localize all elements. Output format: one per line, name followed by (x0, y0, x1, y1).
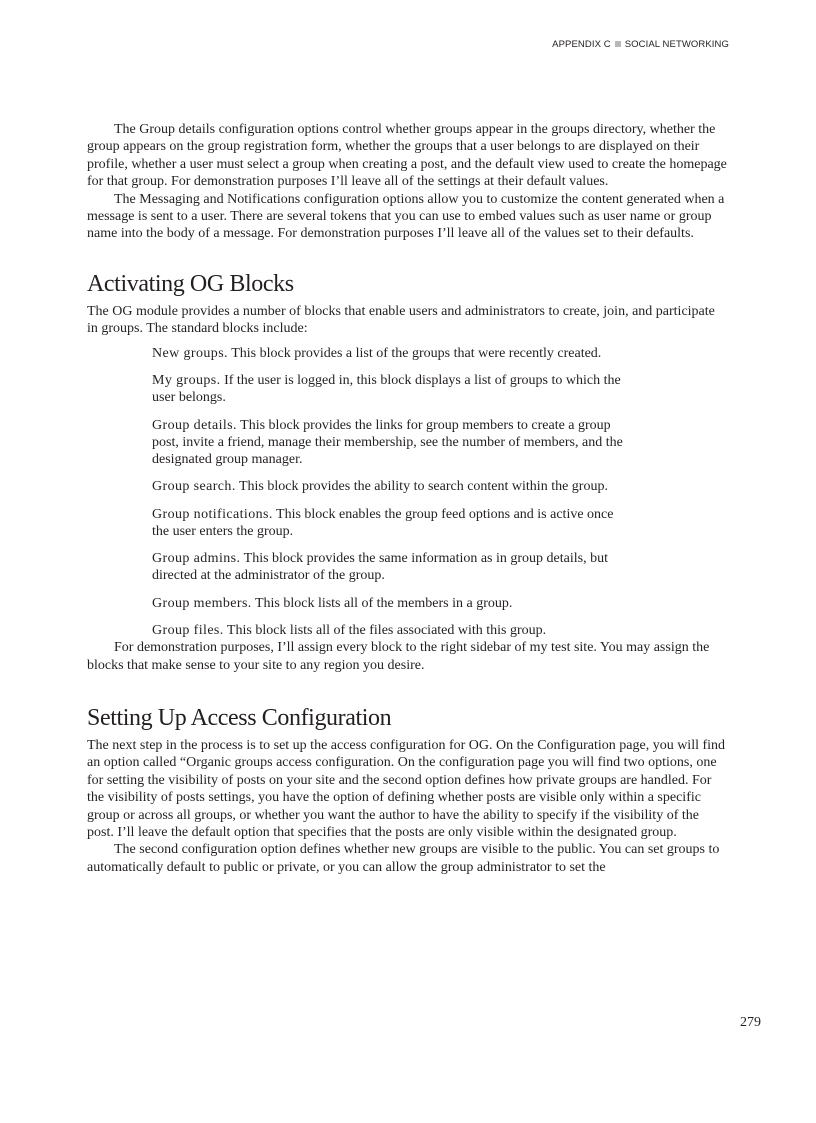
paragraph-group-details: The Group details configuration options control whether groups appear in the groups directory, whether the group appears on the group registration form, whether the groups that a user belongs to are displayed on their profile, whether a user must select a group when creating a post, and the default view used to create the homepage for that group. For demonstration purposes I’ll leave all of the settings at their default values. (87, 122, 727, 190)
list-item-term: New groups. (152, 345, 228, 361)
list-item-text: This block lists all of the members in a group. (251, 595, 513, 611)
paragraph-access-intro: The next step in the process is to set up the access configuration for OG. On the Configuration page, you will find an option called “Organic groups access configuration. On the configuration page you will find two options, one for setting the visibility of posts on your site and the second option defines how private groups are handled. For the visibility of posts settings, you have the option of defining whether posts are visible only within a specific group or across all groups, or whether you want the author to have the ability to specify if the visibility of the post. I’ll leave the default option that specifies that the posts are only visible within the designated group. (87, 737, 726, 840)
paragraph-block-assignment: For demonstration purposes, I’ll assign every block to the right sidebar of my test site. You may assign the blocks that make sense to your site to any region you desire. (87, 640, 710, 673)
block-list (87, 345, 632, 640)
list-item-term: My groups. (152, 373, 221, 389)
list-item-text: This block lists all of the files associated with this group. (223, 623, 547, 639)
list-item-text: This block provides the ability to search content within the group. (235, 479, 608, 495)
heading-access-configuration: Setting Up Access Configuration (87, 704, 392, 731)
list-item (152, 550, 632, 584)
list-item (152, 478, 632, 495)
separator-square-icon (615, 41, 621, 47)
list-item-text: If the user is logged in, this block displays a list of groups to which the user belongs. (152, 373, 621, 406)
list-item-text: This block provides the same information as in group details, but directed at the administrator of the group. (152, 551, 608, 584)
running-header-chapter: APPENDIX C (552, 39, 611, 50)
list-item (152, 372, 632, 406)
list-item-term: Group admins. (152, 551, 241, 567)
list-item-term: Group search. (152, 479, 236, 495)
heading-activating-og-blocks: Activating OG Blocks (87, 270, 294, 297)
list-item-text: This block provides the links for group members to create a group post, invite a friend, manage their membership, see the number of members, and the designated group manager. (152, 417, 623, 467)
paragraph-access-second-option: The second configuration option defines whether new groups are visible to the public. You can set groups to automatically default to public or private, or you can allow the group administrator to set the (87, 842, 720, 875)
list-item-text: This block enables the group feed options and is active once the user enters the group. (152, 506, 614, 539)
list-item (152, 622, 632, 639)
list-item (152, 595, 632, 612)
list-item-term: Group files. (152, 623, 224, 639)
page-body (87, 121, 729, 876)
paragraph-messaging: The Messaging and Notifications configuration options allow you to customize the content generated when a message is sent to a user. There are several tokens that you can use to embed values such as user name or group name into the body of a message. For demonstration purposes I’ll leave all of the values set to their defaults. (87, 191, 725, 242)
list-item (152, 417, 632, 468)
running-header (552, 39, 729, 50)
list-item (152, 506, 632, 540)
list-item-term: Group details. (152, 417, 237, 433)
page-number: 279 (740, 1015, 761, 1030)
list-item-text: This block provides a list of the groups that were recently created. (227, 345, 602, 361)
list-item-term: Group notifications. (152, 506, 273, 522)
list-item (152, 345, 632, 362)
list-item-term: Group members. (152, 595, 252, 611)
running-header-section: SOCIAL NETWORKING (624, 39, 729, 50)
paragraph-og-blocks-intro: The OG module provides a number of blocks that enable users and administrators to create, join, and participate in groups. The standard blocks include: (87, 303, 715, 337)
